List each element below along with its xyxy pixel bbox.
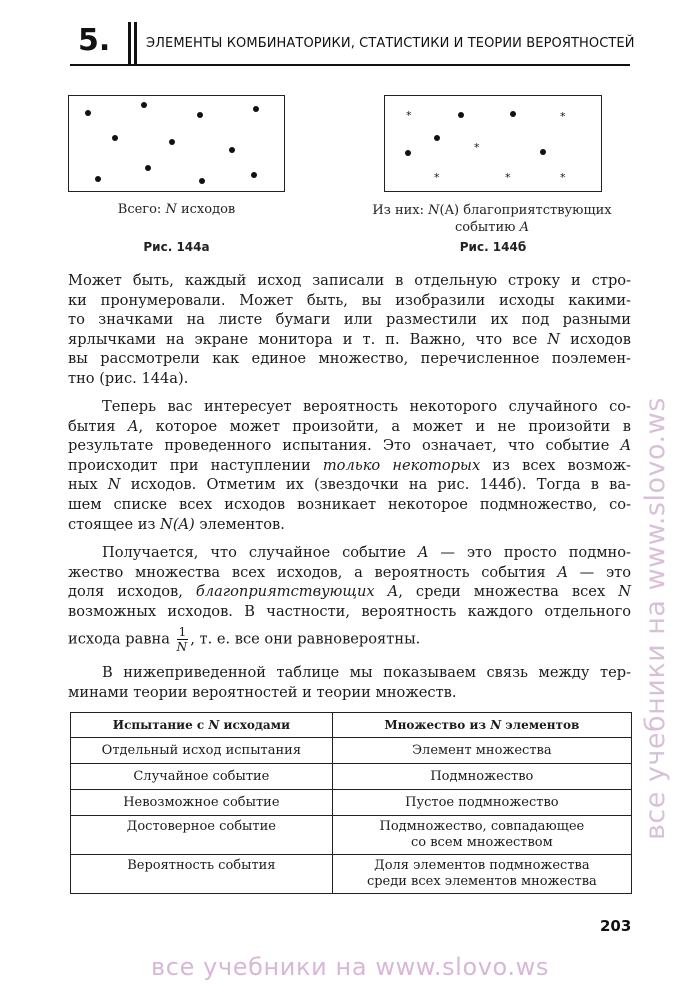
text-line bbox=[68, 582, 631, 602]
header-text: Множество из bbox=[384, 718, 491, 732]
text-run: исходов. Отметим их (звездочки на рис. 144б). Тогда в ва- bbox=[120, 476, 631, 494]
text-line: Теперь вас интересует вероятность некоторого случайного со- bbox=[102, 398, 631, 415]
table-header-row bbox=[71, 713, 632, 738]
caption-text: благоприятствующих bbox=[459, 203, 612, 218]
cell-line: Подмножество, совпадающее bbox=[379, 819, 585, 834]
emphasis-text: только некоторых bbox=[322, 456, 481, 474]
text-line: ки пронумеровали. Может быть, вы изобразили исходы какими- bbox=[68, 291, 631, 309]
table-cell: Элемент множества bbox=[332, 738, 631, 764]
table-row bbox=[71, 855, 632, 894]
column-header-trial bbox=[71, 713, 333, 738]
chapter-number: 5. bbox=[78, 23, 111, 58]
outcome-dot bbox=[85, 110, 91, 116]
favorable-star: * bbox=[560, 171, 566, 184]
text-line bbox=[68, 436, 631, 456]
caption-variable: N bbox=[165, 202, 177, 217]
table-cell: Невозможное событие bbox=[71, 790, 333, 816]
outcome-dot bbox=[405, 150, 411, 156]
text-run: ярлычками на экране монитора и т. п. Важно, что все bbox=[68, 330, 548, 348]
page-number: 203 bbox=[600, 917, 632, 935]
table-cell: Вероятность события bbox=[71, 855, 333, 894]
outcome-dot bbox=[253, 106, 259, 112]
figure-144b-label: Рис. 144б bbox=[459, 240, 527, 254]
fraction-denominator: N bbox=[176, 640, 188, 655]
text-line: Может быть, каждый исход записали в отдельную строку и стро- bbox=[68, 272, 631, 289]
header-rule bbox=[70, 64, 630, 66]
text-run: — это bbox=[567, 563, 631, 581]
math-variable: N bbox=[618, 583, 631, 601]
caption-variable: N bbox=[428, 203, 440, 218]
header-text: элементов bbox=[501, 718, 580, 732]
math-variable: A bbox=[417, 544, 429, 561]
text-run: доля исходов, bbox=[68, 583, 196, 601]
text-run: из всех возмож- bbox=[480, 456, 631, 474]
outcome-dot bbox=[510, 111, 516, 117]
text-line: возможных исходов. В частности, вероятность каждого отдельного bbox=[68, 602, 631, 620]
text-run: исхода равна bbox=[68, 630, 175, 648]
cell-line: Доля элементов подмножества bbox=[374, 858, 590, 873]
text-line bbox=[68, 456, 631, 476]
outcome-dot bbox=[169, 139, 175, 145]
outcome-dot bbox=[95, 176, 101, 182]
header-variable: N bbox=[208, 718, 220, 732]
cell-line: среди всех элементов множества bbox=[366, 874, 597, 889]
text-run: , среди множества всех bbox=[398, 583, 619, 601]
outcome-dot bbox=[112, 135, 118, 141]
text-run: жество множества всех исходов, а вероятность события bbox=[68, 563, 558, 581]
table-row bbox=[71, 816, 632, 855]
text-line bbox=[68, 625, 631, 654]
text-run: элементов. bbox=[194, 515, 285, 533]
outcome-dot bbox=[458, 112, 464, 118]
table-row bbox=[71, 764, 632, 790]
text-run: бытия bbox=[68, 417, 128, 435]
text-line: шем списке всех исходов возникает некоторое подмножество, со- bbox=[68, 495, 631, 513]
header-text: Испытание с bbox=[112, 718, 209, 732]
text-run: исходов bbox=[560, 330, 631, 348]
text-line: В нижеприведенной таблице мы показываем связь между тер- bbox=[102, 664, 631, 681]
text-run: стоящее из bbox=[68, 515, 161, 533]
favorable-star: * bbox=[505, 171, 511, 184]
paragraph-4 bbox=[68, 663, 631, 702]
text-run: — это просто подмно- bbox=[428, 544, 631, 561]
text-run: происходит при наступлении bbox=[68, 456, 323, 474]
text-run: результате проведенного испытания. Это означает, что событие bbox=[68, 437, 621, 455]
favorable-star: * bbox=[434, 171, 440, 184]
running-header-title: ЭЛЕМЕНТЫ КОМБИНАТОРИКИ, СТАТИСТИКИ И ТЕОРИИ ВЕРОЯТНОСТЕЙ bbox=[146, 36, 635, 51]
fraction-numerator: 1 bbox=[178, 625, 187, 640]
outcome-dot bbox=[229, 147, 235, 153]
outcome-dot bbox=[197, 112, 203, 118]
cell-line: со всем множеством bbox=[410, 835, 553, 850]
paragraph-3 bbox=[68, 543, 631, 654]
text-line: минами теории вероятностей и теории множеств. bbox=[68, 683, 457, 701]
table-row bbox=[71, 738, 632, 764]
outcome-dot bbox=[251, 172, 257, 178]
bottom-watermark: все учебники на www.slovo.ws bbox=[151, 953, 549, 981]
outcome-dot bbox=[145, 165, 151, 171]
caption-variable: A bbox=[519, 220, 529, 235]
caption-text: Из них: bbox=[372, 203, 429, 218]
favorable-star: * bbox=[560, 110, 566, 123]
math-variable: A bbox=[387, 583, 399, 601]
fraction-one-over-n bbox=[177, 625, 189, 654]
favorable-star: * bbox=[474, 141, 480, 154]
text-line bbox=[68, 515, 631, 535]
caption-text: событию bbox=[455, 220, 520, 235]
header-text: исходами bbox=[219, 718, 290, 732]
math-variable: N bbox=[107, 476, 121, 494]
text-run: , которое может произойти, а может и не произойти в bbox=[138, 417, 631, 435]
text-line: вы рассмотрели как единое множество, перечисленное поэлемен- bbox=[68, 350, 631, 368]
text-line bbox=[68, 330, 631, 350]
figure-144a-all-outcomes bbox=[68, 95, 285, 192]
column-header-set bbox=[332, 713, 631, 738]
header-variable: N bbox=[490, 718, 502, 732]
text-line bbox=[68, 417, 631, 437]
header-divider bbox=[128, 22, 131, 66]
caption-text: Всего: bbox=[117, 202, 166, 217]
correspondence-table bbox=[70, 712, 632, 894]
emphasis-text: благоприятствующих bbox=[195, 583, 388, 601]
table-cell: Подмножество bbox=[332, 764, 631, 790]
table-row bbox=[71, 790, 632, 816]
header-divider bbox=[134, 22, 137, 66]
text-line: то значками на листе бумаги или разместили их под разными bbox=[68, 311, 631, 329]
figure-144a-caption bbox=[68, 202, 285, 217]
table-cell: Пустое подмножество bbox=[332, 790, 631, 816]
math-variable: A bbox=[127, 417, 139, 435]
caption-text: исходов bbox=[176, 202, 236, 217]
text-run: Получается, что случайное событие bbox=[102, 544, 418, 561]
text-line bbox=[68, 563, 631, 583]
caption-text: (A) bbox=[439, 203, 460, 218]
outcome-dot bbox=[540, 149, 546, 155]
figure-144b-caption bbox=[342, 202, 642, 236]
text-line bbox=[68, 475, 631, 495]
table-cell: Отдельный исход испытания bbox=[71, 738, 333, 764]
watermark-text: все учебники на www.slovo.ws bbox=[640, 397, 671, 840]
figure-144b-favorable-outcomes bbox=[384, 95, 602, 192]
table-cell: Случайное событие bbox=[71, 764, 333, 790]
table-cell bbox=[332, 855, 631, 894]
math-variable: N bbox=[547, 330, 561, 348]
outcome-dot bbox=[199, 178, 205, 184]
math-variable: A bbox=[620, 437, 631, 455]
outcome-dot bbox=[141, 102, 147, 108]
text-run: , т. е. все они равновероятны. bbox=[190, 630, 421, 648]
table-cell: Достоверное событие bbox=[71, 816, 333, 855]
paragraph-1 bbox=[68, 271, 631, 389]
text-line bbox=[68, 543, 631, 563]
math-variable: N(A) bbox=[160, 515, 195, 533]
text-run: ных bbox=[68, 476, 108, 494]
figure-144a-label: Рис. 144а bbox=[143, 240, 210, 254]
table-cell bbox=[332, 816, 631, 855]
math-variable: A bbox=[557, 563, 568, 581]
favorable-star: * bbox=[406, 109, 412, 122]
outcome-dot bbox=[434, 135, 440, 141]
paragraph-2 bbox=[68, 397, 631, 534]
text-line: тно (рис. 144а). bbox=[68, 369, 189, 387]
